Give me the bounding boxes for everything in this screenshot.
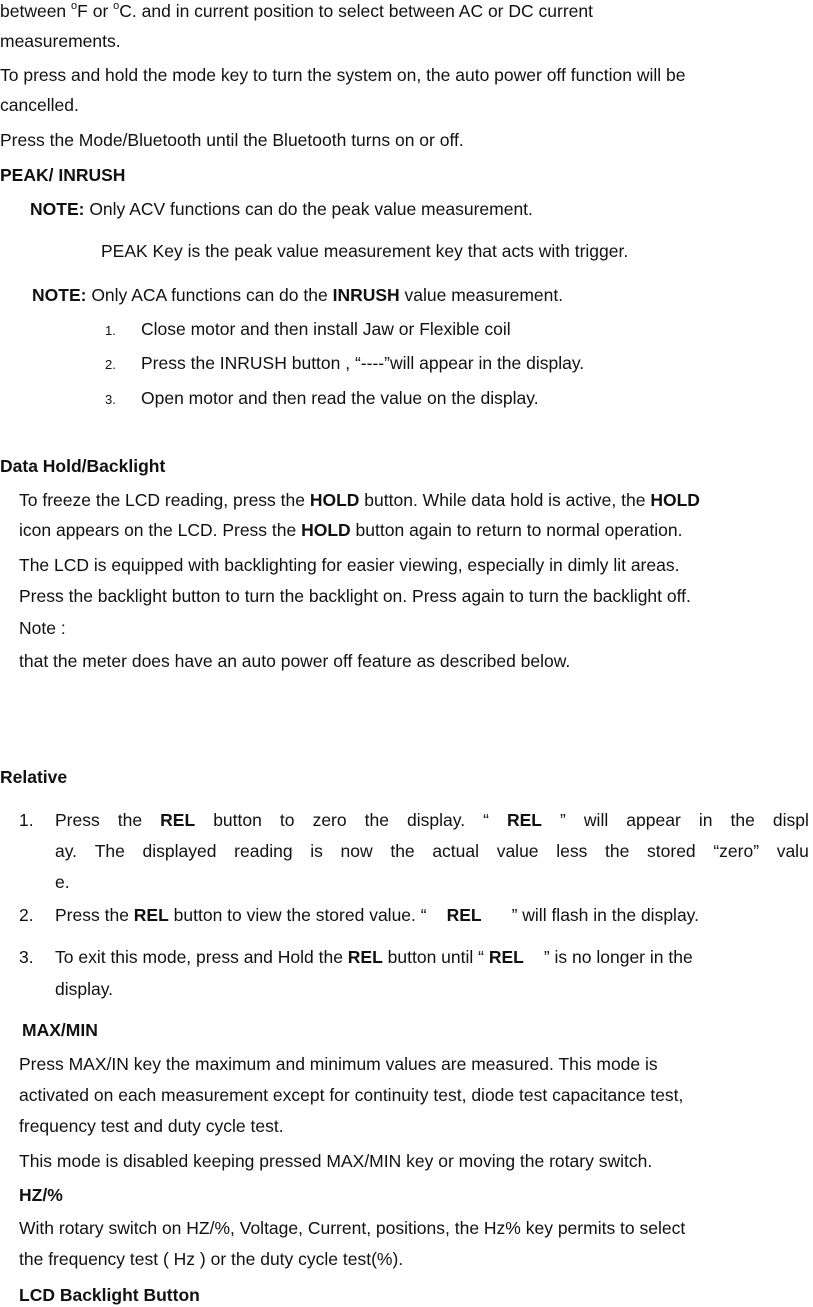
word: the: [390, 841, 415, 861]
word: will: [583, 810, 609, 830]
word: display.: [407, 810, 466, 830]
word: The: [94, 841, 125, 861]
degree-sign: o: [113, 0, 120, 13]
word: valu: [776, 841, 809, 861]
note-label: NOTE:: [30, 199, 85, 219]
section-heading-hz: HZ/%: [19, 1185, 63, 1205]
section-heading-maxmin: MAX/MIN: [22, 1020, 98, 1040]
intro-line-1: [0, 0, 593, 22]
word: value: [496, 841, 539, 861]
step-number: 3.: [105, 392, 116, 407]
word: displ: [772, 810, 809, 830]
word: displayed: [142, 841, 217, 861]
peak-note-1: NOTE: Only ACV functions can do the peak value measurement.: [30, 199, 533, 219]
intro-text: between: [0, 1, 72, 21]
hold-line-5: Note :: [19, 618, 66, 638]
word: in: [698, 810, 713, 830]
word: the: [117, 810, 143, 830]
word: REL: [507, 810, 542, 830]
relative-item-1-line-1: [19, 809, 809, 831]
relative-item-3-line-2: display.: [55, 979, 114, 999]
relative-item-1-line-3: e.: [55, 872, 70, 892]
intro-text: C. and in current position to select between AC or DC current: [119, 1, 593, 21]
peak-step: 3. Open motor and then read the value on the display.: [105, 387, 539, 411]
word: appear: [626, 810, 681, 830]
list-number: 3.: [19, 947, 34, 967]
word: less: [556, 841, 588, 861]
peak-note-2: NOTE: Only ACA functions can do the INRUSH value measurement.: [32, 285, 564, 305]
word: now: [340, 841, 373, 861]
degree-sign: o: [71, 0, 78, 13]
peak-step: 2. Press the INRUSH button , “----”will appear in the display.: [105, 352, 584, 376]
word: to: [279, 810, 295, 830]
word: ay.: [55, 841, 78, 861]
hold-line-4: Press the backlight button to turn the backlight on. Press again to turn the backlight off.: [19, 586, 691, 606]
peak-step: 1. Close motor and then install Jaw or Flexible coil: [105, 318, 511, 342]
relative-item-3: 3. To exit this mode, press and Hold the REL button until “ REL ” is no longer in the: [19, 947, 693, 967]
justified-line: [55, 840, 809, 862]
word: ”: [560, 810, 566, 830]
word: button: [213, 810, 262, 830]
word: the: [730, 810, 755, 830]
word: is: [310, 841, 323, 861]
word: REL: [160, 810, 196, 830]
word: “: [483, 810, 489, 830]
word: stored: [647, 841, 696, 861]
intro-line-4: cancelled.: [0, 95, 79, 115]
note-label: NOTE:: [32, 285, 87, 305]
maxmin-line-2: activated on each measurement except for continuity test, diode test capacitance test,: [19, 1085, 684, 1105]
hz-line-1: With rotary switch on HZ/%, Voltage, Current, positions, the Hz% key permits to select: [19, 1218, 686, 1238]
maxmin-line-3: frequency test and duty cycle test.: [19, 1116, 284, 1136]
intro-text: F or: [77, 1, 114, 21]
list-number: 2.: [19, 905, 34, 925]
word: reading: [234, 841, 293, 861]
hold-line-6: that the meter does have an auto power off feature as described below.: [19, 651, 571, 671]
step-number: 1.: [105, 323, 116, 338]
section-heading-peak: PEAK/ INRUSH: [0, 165, 126, 185]
hold-line-3: The LCD is equipped with backlighting for easier viewing, especially in dimly lit areas.: [19, 555, 680, 575]
hold-line-2: icon appears on the LCD. Press the HOLD button again to return to normal operation.: [19, 520, 683, 540]
section-heading-hold: Data Hold/Backlight: [0, 456, 166, 476]
maxmin-line-4: This mode is disabled keeping pressed MAX/MIN key or moving the rotary switch.: [19, 1151, 653, 1171]
hz-line-2: the frequency test ( Hz ) or the duty cycle test(%).: [19, 1249, 404, 1269]
hold-line-1: To freeze the LCD reading, press the HOLD button. While data hold is active, the HOLD: [19, 490, 700, 510]
step-number: 2.: [105, 357, 116, 372]
peak-description: PEAK Key is the peak value measurement key that acts with trigger.: [101, 241, 629, 261]
intro-line-3: To press and hold the mode key to turn the system on, the auto power off function will be: [0, 65, 686, 85]
word: “zero”: [713, 841, 760, 861]
relative-item-1-line-2: [55, 840, 809, 862]
list-number: 1.: [19, 810, 34, 830]
word: Press: [55, 810, 100, 830]
word: the: [364, 810, 389, 830]
maxmin-line-1: Press MAX/IN key the maximum and minimum values are measured. This mode is: [19, 1054, 658, 1074]
word: the: [605, 841, 630, 861]
word: zero: [312, 810, 347, 830]
section-heading-lcd-backlight: LCD Backlight Button: [19, 1285, 200, 1305]
section-heading-relative: Relative: [0, 767, 68, 787]
word: actual: [432, 841, 480, 861]
intro-line-2: measurements.: [0, 31, 121, 51]
relative-item-2: 2. Press the REL button to view the stored value. “ REL ” will flash in the display.: [19, 905, 699, 925]
intro-line-5: Press the Mode/Bluetooth until the Bluetooth turns on or off.: [0, 130, 464, 150]
justified-line: [55, 809, 809, 831]
